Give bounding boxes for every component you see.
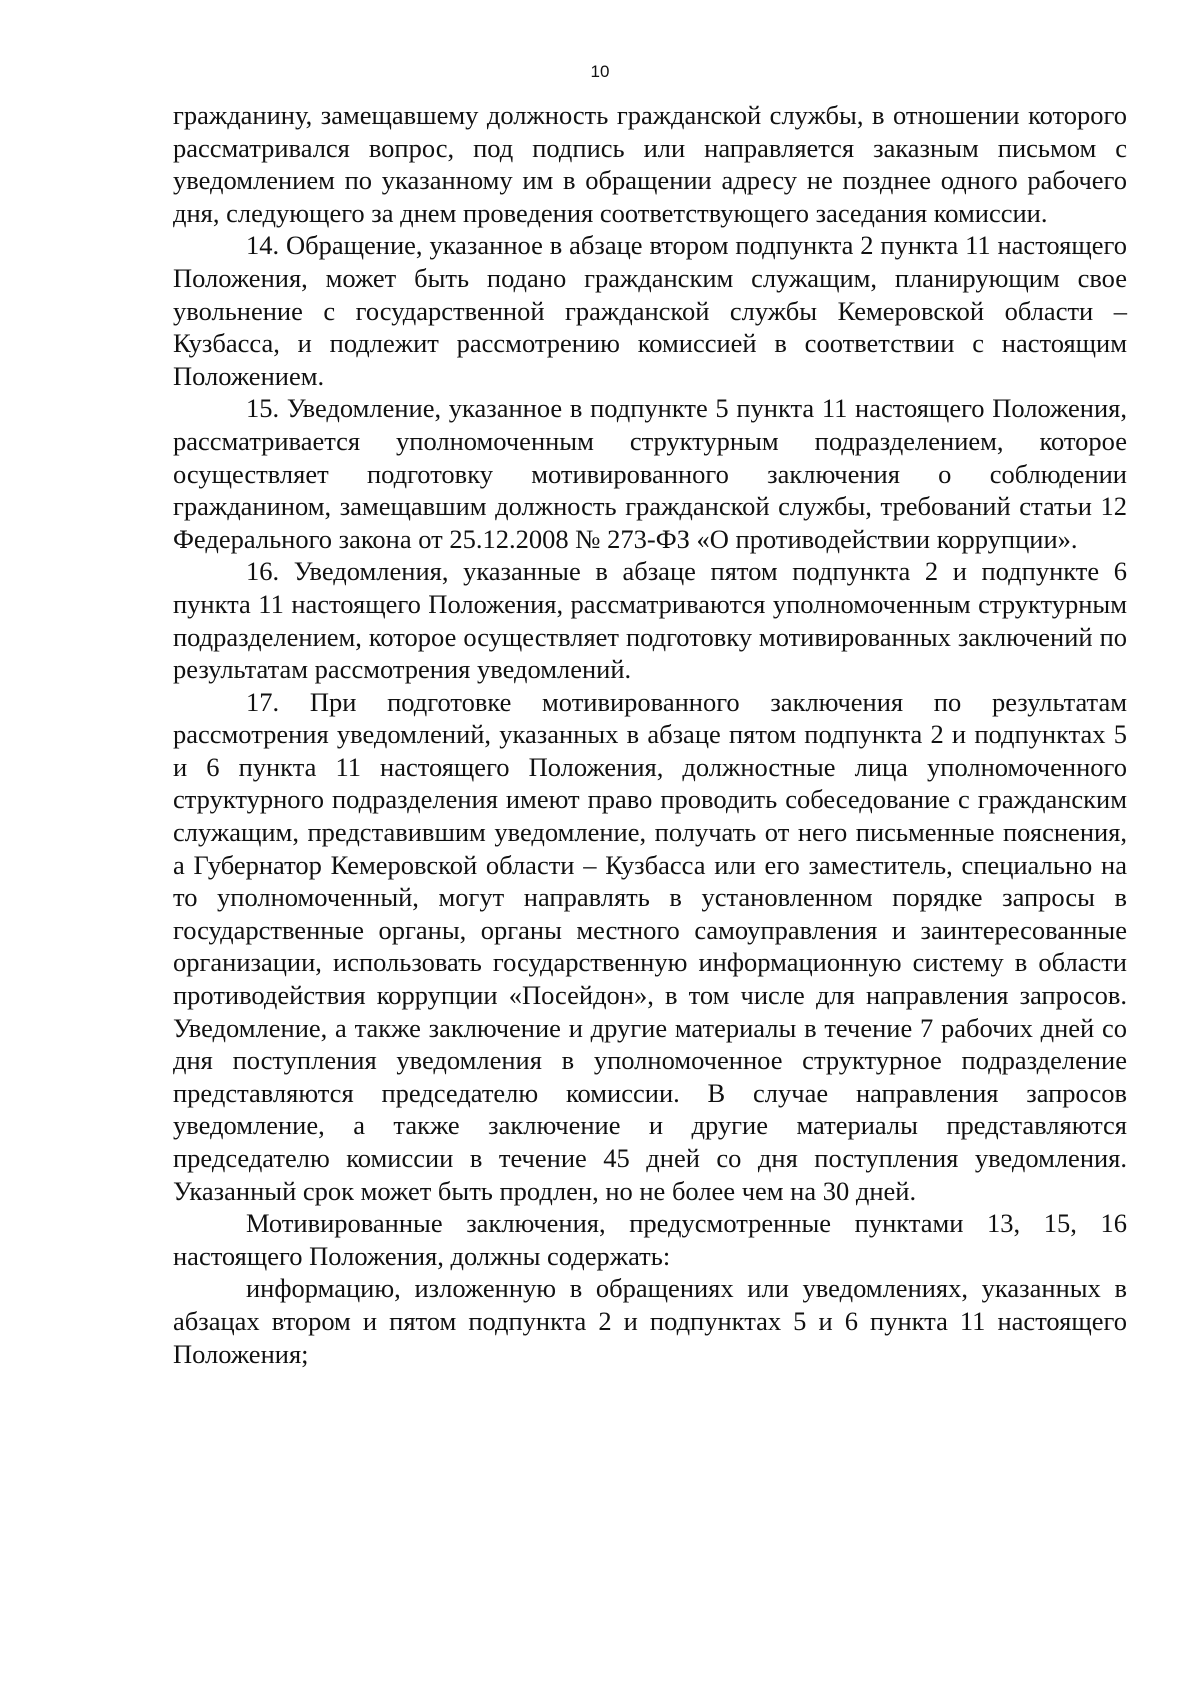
paragraph-14: 14. Обращение, указанное в абзаце втором подпункта 2 пункта 11 настоящего Положения, может быть подано гражданским служащим, планирующим свое увольнение с государственной гражданской службы Кемеровской области – Кузбасса, и подлежит рассмотрению комиссией в соответствии с настоящим Положением. — [173, 230, 1127, 391]
page-number: 10 — [590, 62, 610, 81]
paragraph-conclusions-content: Мотивированные заключения, предусмотренные пунктами 13, 15, 16 настоящего Положения, должны содержать: — [173, 1208, 1127, 1271]
paragraph-17: 17. При подготовке мотивированного заключения по результатам рассмотрения уведомлений, указанных в абзаце пятом подпункта 2 и подпунктах 5 и 6 пункта 11 настоящего Положения, должностные лица уполномоченного структурного подразделения имеют право проводить собеседование с гражданским служащим, представившим уведомление, получать от него письменные пояснения, а Губернатор Кемеровской области – Кузбасса или его заместитель, специально на то уполномоченный, могут направлять в установленном порядке запросы в государственные органы, органы местного самоуправления и заинтересованные организации, использовать государственную информационную систему в области противодействия коррупции «Посейдон», в том числе для направления запросов. Уведомление, а также заключение и другие материалы в течение 7 рабочих дней со дня поступления уведомления в уполномоченное структурное подразделение представляются председателю комиссии. В случае направления запросов уведомление, а также заключение и другие материалы представляются председателю комиссии в течение 45 дней со дня поступления уведомления. Указанный срок может быть продлен, но не более чем на 30 дней. — [173, 686, 1127, 1206]
paragraph-16: 16. Уведомления, указанные в абзаце пятом подпункта 2 и подпункте 6 пункта 11 настоящего Положения, рассматриваются уполномоченным структурным подразделением, которое осуществляет подготовку мотивированных заключений по результатам рассмотрения уведомлений. — [173, 556, 1127, 685]
paragraph-15: 15. Уведомление, указанное в подпункте 5 пункта 11 настоящего Положения, рассматривается уполномоченным структурным подразделением, которое осуществляет подготовку мотивированного заключения о соблюдении гражданином, замещавшим должность гражданской службы, требований статьи 12 Федерального закона от 25.12.2008 № 273-ФЗ «О противодействии коррупции». — [173, 393, 1127, 554]
document-body — [173, 99, 1127, 1370]
paragraph-continuation: гражданину, замещавшему должность гражданской службы, в отношении которого рассматривался вопрос, под подпись или направляется заказным письмом с уведомлением по указанному им в обращении адресу не позднее одного рабочего дня, следующего за днем проведения соответствующего заседания комиссии. — [173, 100, 1127, 228]
paragraph-information-item: информацию, изложенную в обращениях или уведомлениях, указанных в абзацах втором и пятом подпункта 2 и подпунктах 5 и 6 пункта 11 настоящего Положения; — [173, 1273, 1127, 1369]
